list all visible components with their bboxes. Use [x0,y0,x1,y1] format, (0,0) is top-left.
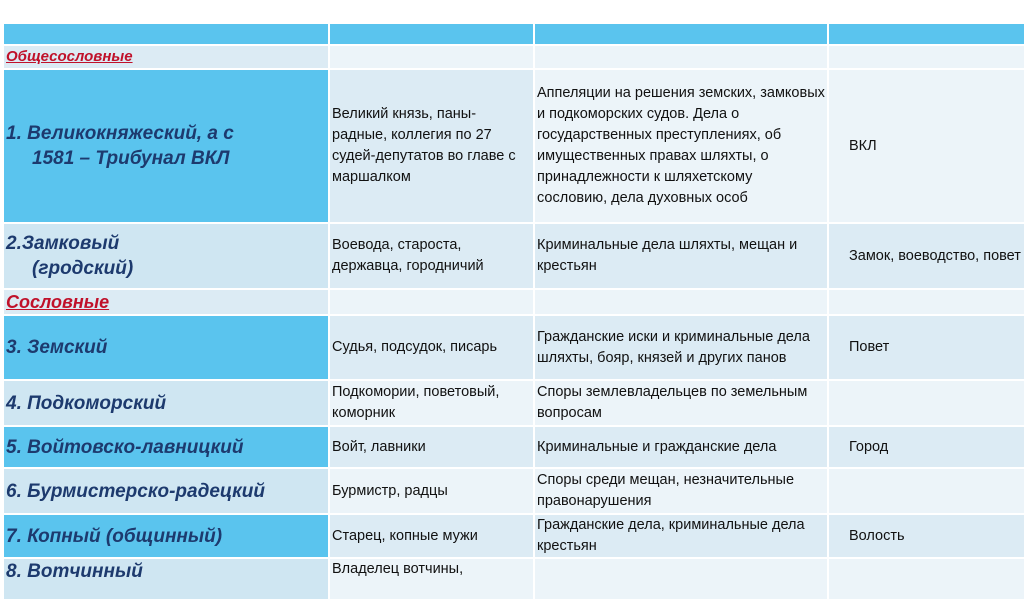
table-row [4,381,1024,425]
territory-cell [829,381,1024,425]
territory-cell: ВКЛ [829,70,1024,222]
court-name-line2: (гродский) [32,258,134,279]
territory-cell [829,469,1024,513]
header-cell [330,24,533,44]
courts-table [2,22,1024,601]
court-name-line1: 1. Великокняжеский, а с [6,123,234,144]
court-name: 4. Подкоморский [4,381,328,425]
court-name [4,70,328,222]
composition-cell: Бурмистр, радцы [330,469,533,513]
header-row [4,24,1024,44]
table-row [4,559,1024,599]
territory-cell [829,559,1024,599]
jurisdiction-cell: Криминальные дела шляхты, мещан и крестьян [535,224,827,288]
composition-cell: Великий князь, паны-радные, коллегия по 27 судей-депутатов во главе с маршалком [330,70,533,222]
composition-cell: Воевода, староста, державца, городничий [330,224,533,288]
table-row [4,70,1024,222]
composition-cell: Подкомории, поветовый, коморник [330,381,533,425]
composition-cell: Старец, копные мужи [330,515,533,557]
composition-cell: Войт, лавники [330,427,533,467]
section-label-estate [4,290,328,314]
table-row [4,515,1024,557]
territory-cell: Город [829,427,1024,467]
jurisdiction-cell: Споры среди мещан, незначительные правонарушения [535,469,827,513]
jurisdiction-cell: Криминальные и гражданские дела [535,427,827,467]
composition-cell: Судья, подсудок, писарь [330,316,533,379]
section-title: Общесословные [6,48,133,65]
territory-cell: Замок, воеводство, повет [829,224,1024,288]
table-row [4,316,1024,379]
jurisdiction-cell: Гражданские иски и криминальные дела шляхты, бояр, князей и других панов [535,316,827,379]
section-row-general [4,46,1024,68]
section-label-general [4,46,328,68]
header-cell [535,24,827,44]
header-cell [4,24,328,44]
court-name-line2: 1581 – Трибунал ВКЛ [32,148,230,169]
court-name: 8. Вотчинный [4,559,328,599]
section-title: Сословные [6,291,110,312]
court-name-line1: 2.Замковый [6,233,120,254]
header-cell [829,24,1024,44]
section-row-estate [4,290,1024,314]
court-name: 3. Земский [4,316,328,379]
table-row [4,469,1024,513]
court-name: 7. Копный (общинный) [4,515,328,557]
jurisdiction-cell: Споры землевладельцев по земельным вопросам [535,381,827,425]
table-row [4,224,1024,288]
territory-cell: Волость [829,515,1024,557]
jurisdiction-cell [535,559,827,599]
territory-cell: Повет [829,316,1024,379]
court-name: 5. Войтовско-лавницкий [4,427,328,467]
court-name: 6. Бурмистерско-радецкий [4,469,328,513]
composition-cell: Владелец вотчины, [330,559,533,599]
court-name [4,224,328,288]
jurisdiction-cell: Аппеляции на решения земских, замковых и подкоморских судов. Дела о государственных преступлениях, об имущественных правах шляхты, о принадлежности к шляхетскому сословию, дела духовных особ [535,70,827,222]
jurisdiction-cell: Гражданские дела, криминальные дела крестьян [535,515,827,557]
table-row [4,427,1024,467]
